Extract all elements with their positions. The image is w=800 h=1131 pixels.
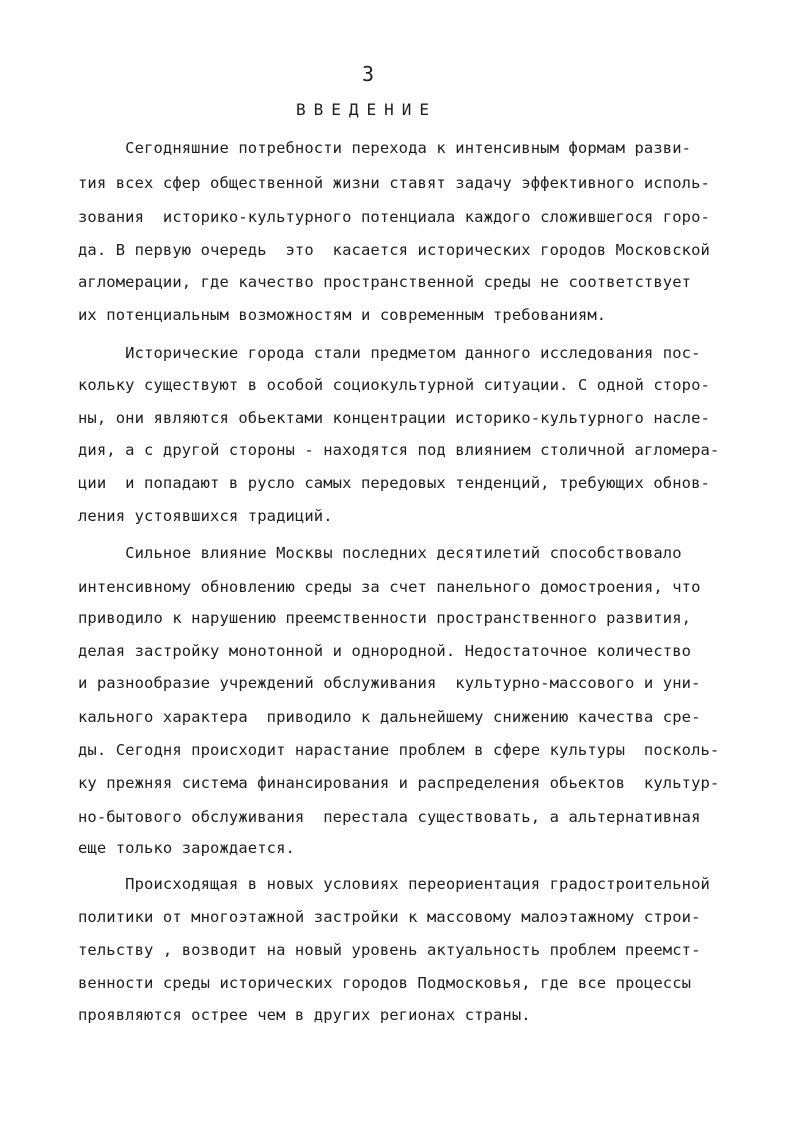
text-line: и разнообразие учреждений обслуживания культурно-массового и уни- [78,674,701,692]
text-line: кального характера приводило к дальнейшему снижению качества сре- [78,708,701,726]
text-line: делая застройку монотонной и однородной. Недостаточное количество [78,642,692,660]
text-line: ды. Сегодня происходит нарастание проблем в сфере культуры посколь- [78,741,720,759]
text-line: тия всех сфер общественной жизни ставят задачу эффективного исполь- [78,174,710,192]
text-line: кольку существуют в особой социокультурной ситуации. С одной сторо- [78,376,710,394]
text-line: ления устоявшихся традиций. [78,507,333,525]
text-line: да. В первую очередь это касается исторических городов Московской [78,241,710,259]
text-line: зования историко-культурного потенциала каждого сложившегося горо- [78,208,710,226]
text-line: еще только зарождается. [78,839,295,857]
text-line: но-бытового обслуживания перестала существовать, а альтернативная [78,808,701,826]
text-line: ны, они являются обьектами концентрации историко-культурного насле- [78,409,710,427]
text-line: приводило к нарушению преемственности пространственного развития, [78,609,692,627]
text-line: Сегодняшние потребности перехода к интенсивным формам разви- [78,139,692,157]
text-line: Происходящая в новых условиях переориентация градостроительной [78,875,710,893]
text-line: агломерации, где качество пространственной среды не соответствует [78,273,692,291]
text-line: венности среды исторических городов Подмосковья, где все процессы [78,974,692,992]
text-line: Сильное влияние Москвы последних десятилетий способствовало [78,544,682,562]
text-line: ку прежняя система финансирования и распределения обьектов культур- [78,774,720,792]
text-line: дия, а с другой стороны - находятся под влиянием столичной агломера- [78,441,720,459]
text-line: интенсивному обновлению среды за счет панельного домостроения, что [78,578,701,596]
text-line: их потенциальным возможностям и современным требованиям. [78,306,607,324]
text-line: Исторические города стали предметом данного исследования пос- [78,344,701,362]
text-line: ции и попадают в русло самых передовых тенденций, требующих обнов- [78,474,710,492]
text-line: политики от многоэтажной застройки к массовому малоэтажному строи- [78,908,701,926]
section-heading: ВВЕДЕНИЕ [296,100,438,119]
page-number: 3 [362,62,375,86]
text-line: тельству , возводит на новый уровень актуальность проблем преемст- [78,941,701,959]
text-line: проявляются острее чем в других регионах страны. [78,1006,531,1024]
